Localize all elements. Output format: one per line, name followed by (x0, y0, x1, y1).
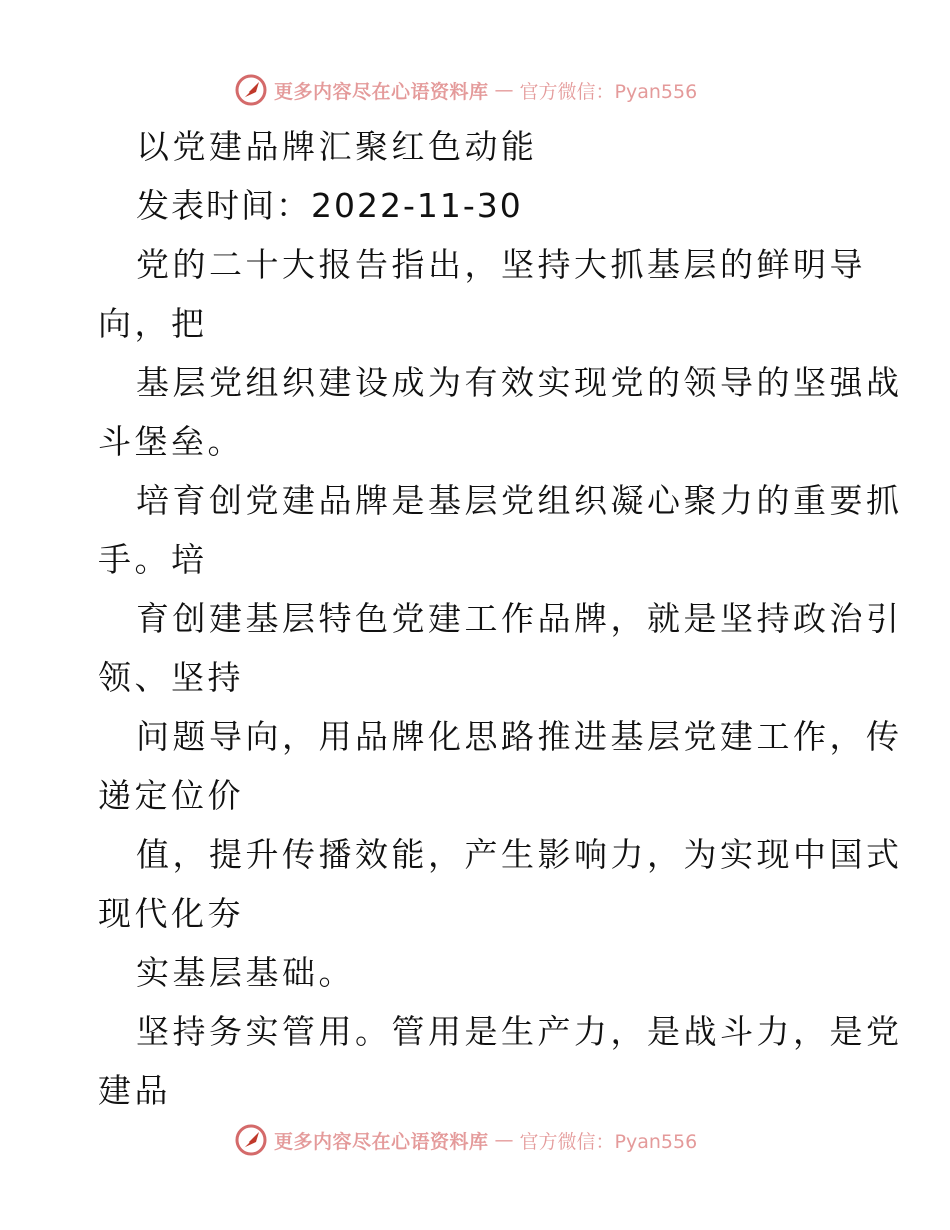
quill-logo-icon (234, 1123, 268, 1157)
body-line: 现代化夯 (98, 894, 244, 933)
watermark-header (234, 70, 697, 110)
body-line: 问题导向，用品牌化思路推进基层党建工作，传 (136, 717, 903, 756)
body-line: 递定位价 (98, 776, 244, 815)
body-line: 向，把 (98, 304, 208, 343)
body-line: 实基层基础。 (136, 953, 355, 992)
body-line: 斗堡垒。 (98, 422, 244, 461)
watermark-footer (234, 1120, 697, 1160)
body-line: 培育创党建品牌是基层党组织凝心聚力的重要抓 (136, 481, 903, 520)
watermark-separator: — (494, 1129, 514, 1151)
watermark-separator: — (494, 79, 514, 101)
quill-logo-icon (234, 73, 268, 107)
watermark-main-text: 更多内容尽在心语资料库 (274, 1130, 489, 1153)
body-line: 育创建基层特色党建工作品牌，就是坚持政治引 (136, 599, 903, 638)
document-title: 以党建品牌汇聚红色动能 (136, 127, 538, 166)
body-line: 党的二十大报告指出，坚持大抓基层的鲜明导 (136, 245, 866, 284)
body-line: 建品 (98, 1071, 171, 1110)
body-line: 基层党组织建设成为有效实现党的领导的坚强战 (136, 363, 903, 402)
document-body (98, 117, 903, 1120)
publish-date: 发表时间：2022-11-30 (136, 186, 523, 225)
watermark-sub-text: 官方微信：Pyan556 (519, 1130, 698, 1153)
watermark-sub-text: 官方微信：Pyan556 (519, 80, 698, 103)
body-line: 坚持务实管用。管用是生产力，是战斗力，是党 (136, 1012, 903, 1051)
body-line: 值，提升传播效能，产生影响力，为实现中国式 (136, 835, 903, 874)
body-line: 手。培 (98, 540, 208, 579)
body-line: 领、坚持 (98, 658, 244, 697)
watermark-main-text: 更多内容尽在心语资料库 (274, 80, 489, 103)
